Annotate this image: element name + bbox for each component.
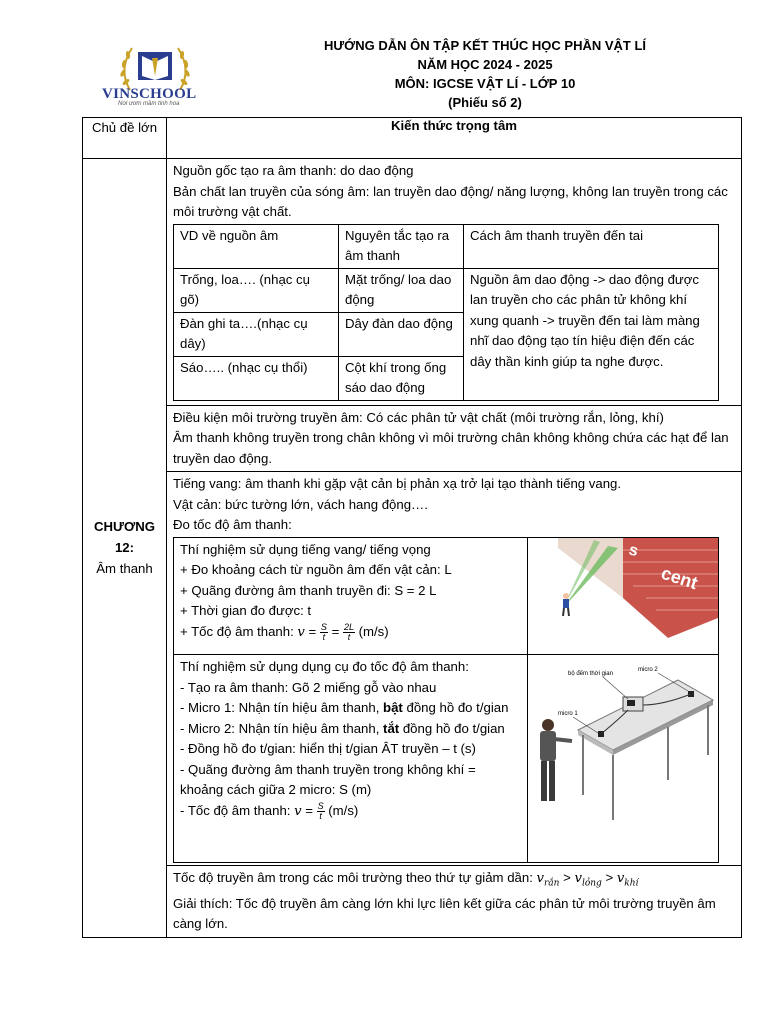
device-image-cell bbox=[528, 655, 719, 863]
mic2-text: - Micro 2: Nhận tín hiệu âm thanh, bbox=[180, 720, 384, 736]
review-table bbox=[82, 117, 742, 938]
header-topic: Chủ đề lớn bbox=[83, 118, 167, 159]
device-exp-step: - Quãng đường âm thanh truyền trong không khí = khoảng cách giữa 2 micro: S (m) bbox=[180, 761, 476, 797]
device-exp-title: Thí nghiệm sử dụng dụng cụ đo tốc độ âm thanh: bbox=[180, 659, 469, 674]
echo-experiment-text bbox=[174, 537, 528, 655]
header-title: HƯỚNG DẪN ÔN TẬP KẾT THÚC HỌC PHẦN VẬT LÍ bbox=[323, 38, 647, 53]
chapter-cell bbox=[83, 159, 167, 938]
mic1-action: bật bbox=[383, 700, 403, 715]
sources-col2-header: Nguyên tắc tạo ra âm thanh bbox=[339, 224, 464, 268]
logo-slogan: Nơi ươm mầm tinh hoa bbox=[118, 101, 180, 107]
echo-exp-step: + Thời gian đo được: t bbox=[180, 603, 312, 618]
source-example: Sáo….. (nhạc cụ thổi) bbox=[174, 356, 339, 400]
formula-unit: (m/s) bbox=[328, 802, 359, 818]
echo-exp-step: + Quãng đường âm thanh truyền đi: S = 2 L bbox=[180, 582, 437, 598]
mic1-text: - Micro 1: Nhận tín hiệu âm thanh, bbox=[180, 700, 384, 715]
header-school-year: NĂM HỌC 2024 - 2025 bbox=[417, 57, 553, 72]
echo-exp-title: Thí nghiệm sử dụng tiếng vang/ tiếng vọng bbox=[180, 541, 431, 557]
knowledge-cell bbox=[167, 159, 742, 938]
speed-measure-heading: Đo tốc độ âm thanh: bbox=[173, 517, 292, 532]
device-exp-step: - Tạo ra âm thanh: Gõ 2 miếng gỗ vào nhau bbox=[180, 679, 437, 695]
speed-order-text: Tốc độ truyền âm trong các môi trường theo thứ tự giảm dần: $v_{rắn} > v_{lỏng} > v_{khí}$ bbox=[173, 869, 639, 889]
micro-2-label: micro 2 bbox=[638, 667, 658, 673]
echo-speed-formula: + Tốc độ âm thanh: v = $\frac{S}{t}$ = $\frac{2L}{t}$ (m/s) bbox=[180, 621, 389, 642]
device-exp-step bbox=[180, 698, 521, 719]
echo-wall-text-1: s bbox=[626, 540, 640, 560]
sources-header-row bbox=[174, 224, 719, 268]
source-example: Đàn ghi ta….(nhạc cụ dây) bbox=[174, 312, 339, 356]
formula-label: - Tốc độ âm thanh: bbox=[180, 802, 295, 818]
obstacle-text: Vật cản: bức tường lớn, vách hang động…. bbox=[173, 496, 428, 512]
chapter-row bbox=[83, 159, 742, 938]
device-experiment-row bbox=[174, 655, 719, 863]
header-subject: MÔN: IGCSE VẬT LÍ - LỚP 10 bbox=[394, 76, 576, 91]
timer-label: bộ đếm thời gian bbox=[568, 671, 613, 677]
formula-label: + Tốc độ âm thanh: bbox=[180, 623, 298, 639]
mic1-text-end: đồng hồ đo t/gian bbox=[402, 700, 509, 715]
section-sound-origin bbox=[167, 159, 741, 224]
sound-sources-table bbox=[173, 224, 719, 401]
source-principle: Cột khí trong ống sáo dao động bbox=[339, 356, 464, 400]
device-exp-step bbox=[180, 719, 521, 740]
source-example: Trống, loa…. (nhạc cụ gõ) bbox=[174, 268, 339, 312]
echo-exp-step: + Đo khoảng cách từ nguồn âm đến vật cản: L bbox=[180, 562, 452, 577]
section-speed-order bbox=[167, 865, 741, 937]
sources-col1-header: VD về nguồn âm bbox=[174, 224, 339, 268]
logo-name: VINSCHOOL bbox=[102, 86, 197, 102]
source-principle: Dây đàn dao động bbox=[339, 312, 464, 356]
speed-device-illustration bbox=[528, 655, 718, 855]
device-exp-step: - Đồng hồ đo t/gian: hiển thị t/gian ÂT truyền – t (s) bbox=[180, 741, 476, 756]
person-icon bbox=[563, 593, 569, 616]
device-experiment-text bbox=[174, 655, 528, 863]
sound-origin-text: Nguồn gốc tạo ra âm thanh: do dao động bbox=[173, 163, 414, 178]
vacuum-explanation-text: Âm thanh không truyền trong chân không vì môi trường chân không không chứa các hạt để lan truyền dao động. bbox=[173, 430, 729, 466]
device-speed-formula: - Tốc độ âm thanh: v = $\frac{S}{t}$ (m/s) bbox=[180, 800, 359, 821]
table-row bbox=[174, 268, 719, 312]
experiments-table bbox=[173, 537, 719, 863]
echo-wall-text-2: cent bbox=[658, 562, 701, 593]
echo-illustration bbox=[528, 538, 718, 648]
table-header-row bbox=[83, 118, 742, 159]
mic2-text-end: đồng hồ đo t/gian bbox=[399, 720, 505, 736]
sound-to-ear-description: Nguồn âm dao động -> dao động được lan truyền cho các phân tử không khí xung quanh -> truyền đến tai làm màng nhĩ dao động tạo tín hiệu điện đến các dây thần kinh giúp ta nghe được. bbox=[464, 268, 719, 400]
medium-condition-text: Điều kiện môi trường truyền âm: Có các phân tử vật chất (môi trường rắn, lỏng, khí) bbox=[173, 409, 664, 425]
echo-definition-text: Tiếng vang: âm thanh khi gặp vật cản bị phản xạ trở lại tạo thành tiếng vang. bbox=[173, 476, 622, 491]
header-key-knowledge: Kiến thức trọng tâm bbox=[167, 118, 742, 159]
chapter-title: Âm thanh bbox=[96, 561, 153, 577]
echo-experiment-row bbox=[174, 537, 719, 655]
sound-propagation-text: Bản chất lan truyền của sóng âm: lan truyền dao động/ năng lượng, không lan truyền trong các môi trường vật chất. bbox=[173, 183, 728, 219]
speed-explanation-text: Giải thích: Tốc độ truyền âm càng lớn khi lực liên kết giữa các phân tử môi trường truyền âm càng lớn. bbox=[173, 895, 716, 932]
mic2-action: tắt bbox=[383, 720, 400, 736]
document-header bbox=[270, 36, 700, 112]
person-icon bbox=[540, 719, 572, 801]
echo-image-cell bbox=[528, 537, 719, 655]
source-principle: Mặt trống/ loa dao động bbox=[339, 268, 464, 312]
section-medium bbox=[167, 405, 741, 472]
section-echo bbox=[167, 471, 741, 537]
chapter-label: CHƯƠNG bbox=[93, 519, 156, 535]
speed-order-label: Tốc độ truyền âm trong các môi trường theo thứ tự giảm dần: bbox=[173, 869, 537, 885]
micro-1-label: micro 1 bbox=[558, 711, 578, 717]
sources-col3-header: Cách âm thanh truyền đến tai bbox=[464, 224, 719, 268]
chapter-number: 12: bbox=[114, 540, 135, 556]
header-sheet-number: (Phiếu số 2) bbox=[448, 95, 522, 110]
formula-unit: (m/s) bbox=[358, 623, 389, 639]
